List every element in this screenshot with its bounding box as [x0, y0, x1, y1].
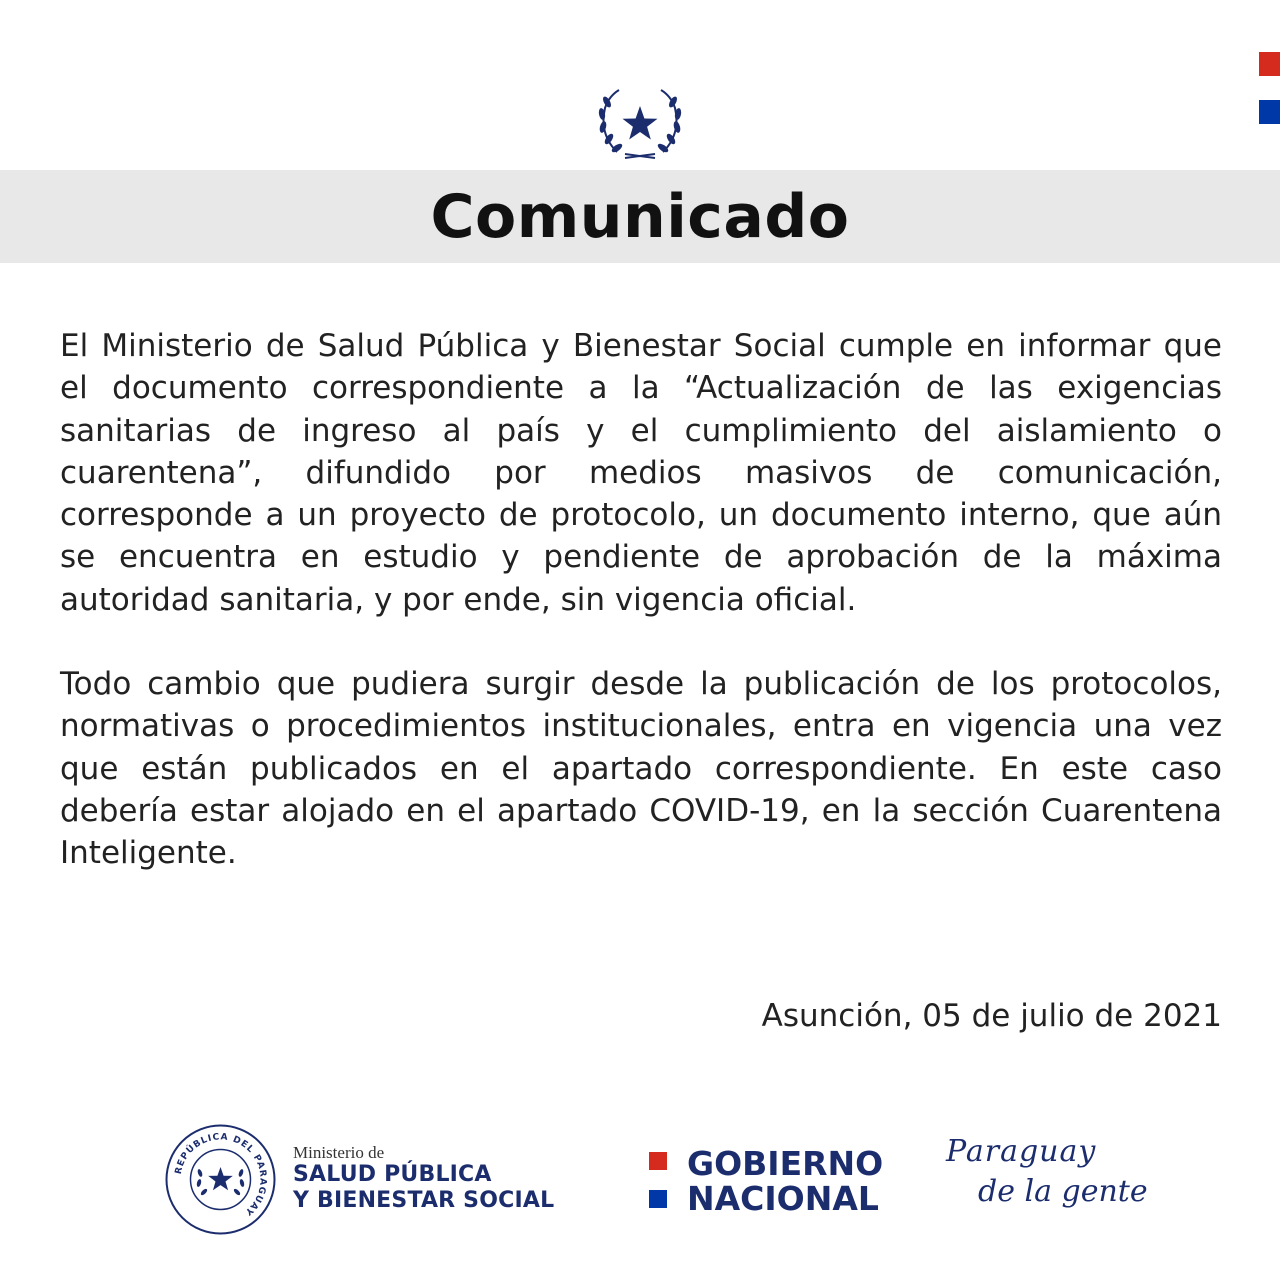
ministry-name-line1: SALUD PÚBLICA [293, 1162, 492, 1187]
ministry-name-line2: Y BIENESTAR SOCIAL [293, 1188, 555, 1213]
blue-square-icon [649, 1190, 667, 1208]
title-band [0, 170, 1280, 263]
paraguay-de-la-gente-logo [944, 1130, 1148, 1225]
star-wreath-emblem [595, 82, 685, 162]
republic-seal-icon [164, 1123, 277, 1236]
statement-body [60, 325, 1222, 875]
ministry-prefix: Ministerio de [293, 1143, 385, 1162]
paragraph-2: Todo cambio que pudiera surgir desde la publicación de los protocolos, normativas o procedimientos institucionales, entra en vigencia una vez que están publicados en el apartado correspondiente. En este caso debería estar alojado en el apartado COVID-19, en la sección Cuarentena Inteligente. [60, 666, 1222, 872]
page-title: Comunicado [430, 181, 850, 252]
svg-text:REPÚBLICA DEL PARAGUAY: REPÚBLICA DEL PARAGUAY [173, 1132, 268, 1218]
gobierno-line1: GOBIERNO [687, 1144, 884, 1183]
place-and-date: Asunción, 05 de julio de 2021 [761, 998, 1222, 1034]
gobierno-line2: NACIONAL [687, 1179, 879, 1218]
slogan-line2: de la gente [978, 1174, 1148, 1209]
ministry-logo-text [293, 1144, 554, 1214]
flag-red-stripe [1259, 52, 1280, 76]
red-square-icon [649, 1152, 667, 1170]
slogan-line1: Paraguay [946, 1134, 1097, 1169]
flag-blue-stripe [1259, 100, 1280, 124]
paragraph-1: El Ministerio de Salud Pública y Bienestar Social cumple en informar que el documento correspondiente a la “Actualización de las exigencias sanitarias de ingreso al país y el cumplimiento del aislamiento o cuarentena”, difundido por medios masivos de comunicación, corresponde a un proyecto de protocolo, un documento interno, que aún se encuentra en estudio y pendiente de aprobación de la máxima autoridad sanitaria, y por ende, sin vigencia oficial. [60, 328, 1222, 618]
